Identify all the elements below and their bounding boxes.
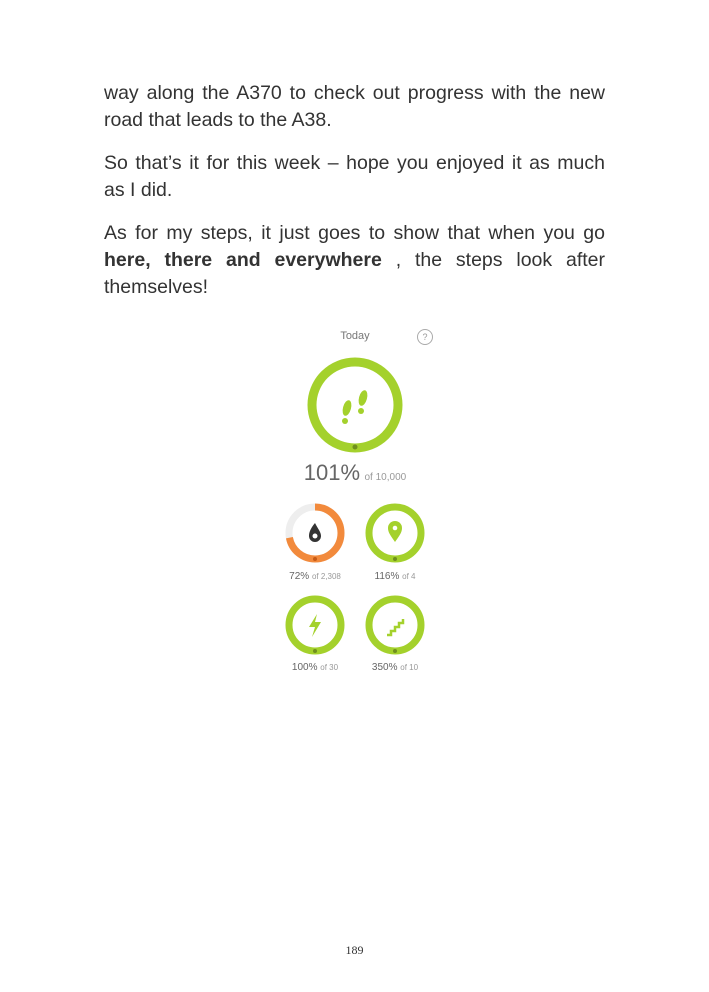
page-number: 189 xyxy=(345,943,364,957)
floors-ring[interactable] xyxy=(369,599,421,651)
floors-label xyxy=(355,662,435,673)
active-minutes-percent: 100% xyxy=(291,662,318,673)
paragraph-3-bold: here, there and everywhere xyxy=(104,249,382,271)
stairs-icon xyxy=(387,619,403,635)
footsteps-icon xyxy=(341,389,369,424)
floors-ring-fill xyxy=(369,599,421,651)
today-label: Today xyxy=(340,330,370,342)
flame-icon xyxy=(309,523,321,542)
paragraph-3-start: As for my steps, it just goes to show that when you go xyxy=(104,222,605,244)
floors-percent: 350% xyxy=(371,662,398,673)
distance-percent: 116% xyxy=(374,571,400,582)
active-minutes-label xyxy=(275,662,355,673)
steps-ring-fill xyxy=(312,362,398,448)
distance-star-marker xyxy=(393,557,397,561)
calories-ring[interactable] xyxy=(289,507,341,559)
tracker-rings xyxy=(260,320,450,680)
calories-dot-marker xyxy=(313,557,317,561)
floors-goal: of 10 xyxy=(400,663,419,672)
paragraph-2: So that’s it for this week – hope you enjoyed it as much as I did. xyxy=(104,152,605,201)
floors-star-marker xyxy=(393,649,397,653)
steps-goal: of 10,000 xyxy=(364,472,407,483)
fitness-tracker-screenshot xyxy=(260,320,450,680)
active-minutes-goal: of 30 xyxy=(320,663,339,672)
distance-label xyxy=(355,571,435,582)
paragraph-3 xyxy=(104,220,605,301)
active-star-marker xyxy=(313,649,317,653)
paragraph-3-end: , the steps look after themselves! xyxy=(104,249,605,298)
steps-star-marker xyxy=(353,445,358,450)
steps-ring[interactable] xyxy=(312,362,398,450)
calories-goal: of 2,308 xyxy=(311,572,341,581)
location-pin-icon xyxy=(388,521,402,542)
active-minutes-ring[interactable] xyxy=(289,599,341,651)
lightning-icon xyxy=(309,614,321,637)
calories-percent: 72% xyxy=(289,571,310,582)
distance-ring[interactable] xyxy=(369,507,421,559)
steps-percent: 101% xyxy=(303,460,361,485)
steps-progress-label xyxy=(260,460,450,486)
help-icon[interactable]: ? xyxy=(417,329,433,345)
distance-goal: of 4 xyxy=(402,572,416,581)
calories-label xyxy=(275,571,355,582)
paragraph-1: way along the A370 to check out progress with the new road that leads to the A38. xyxy=(104,82,605,131)
